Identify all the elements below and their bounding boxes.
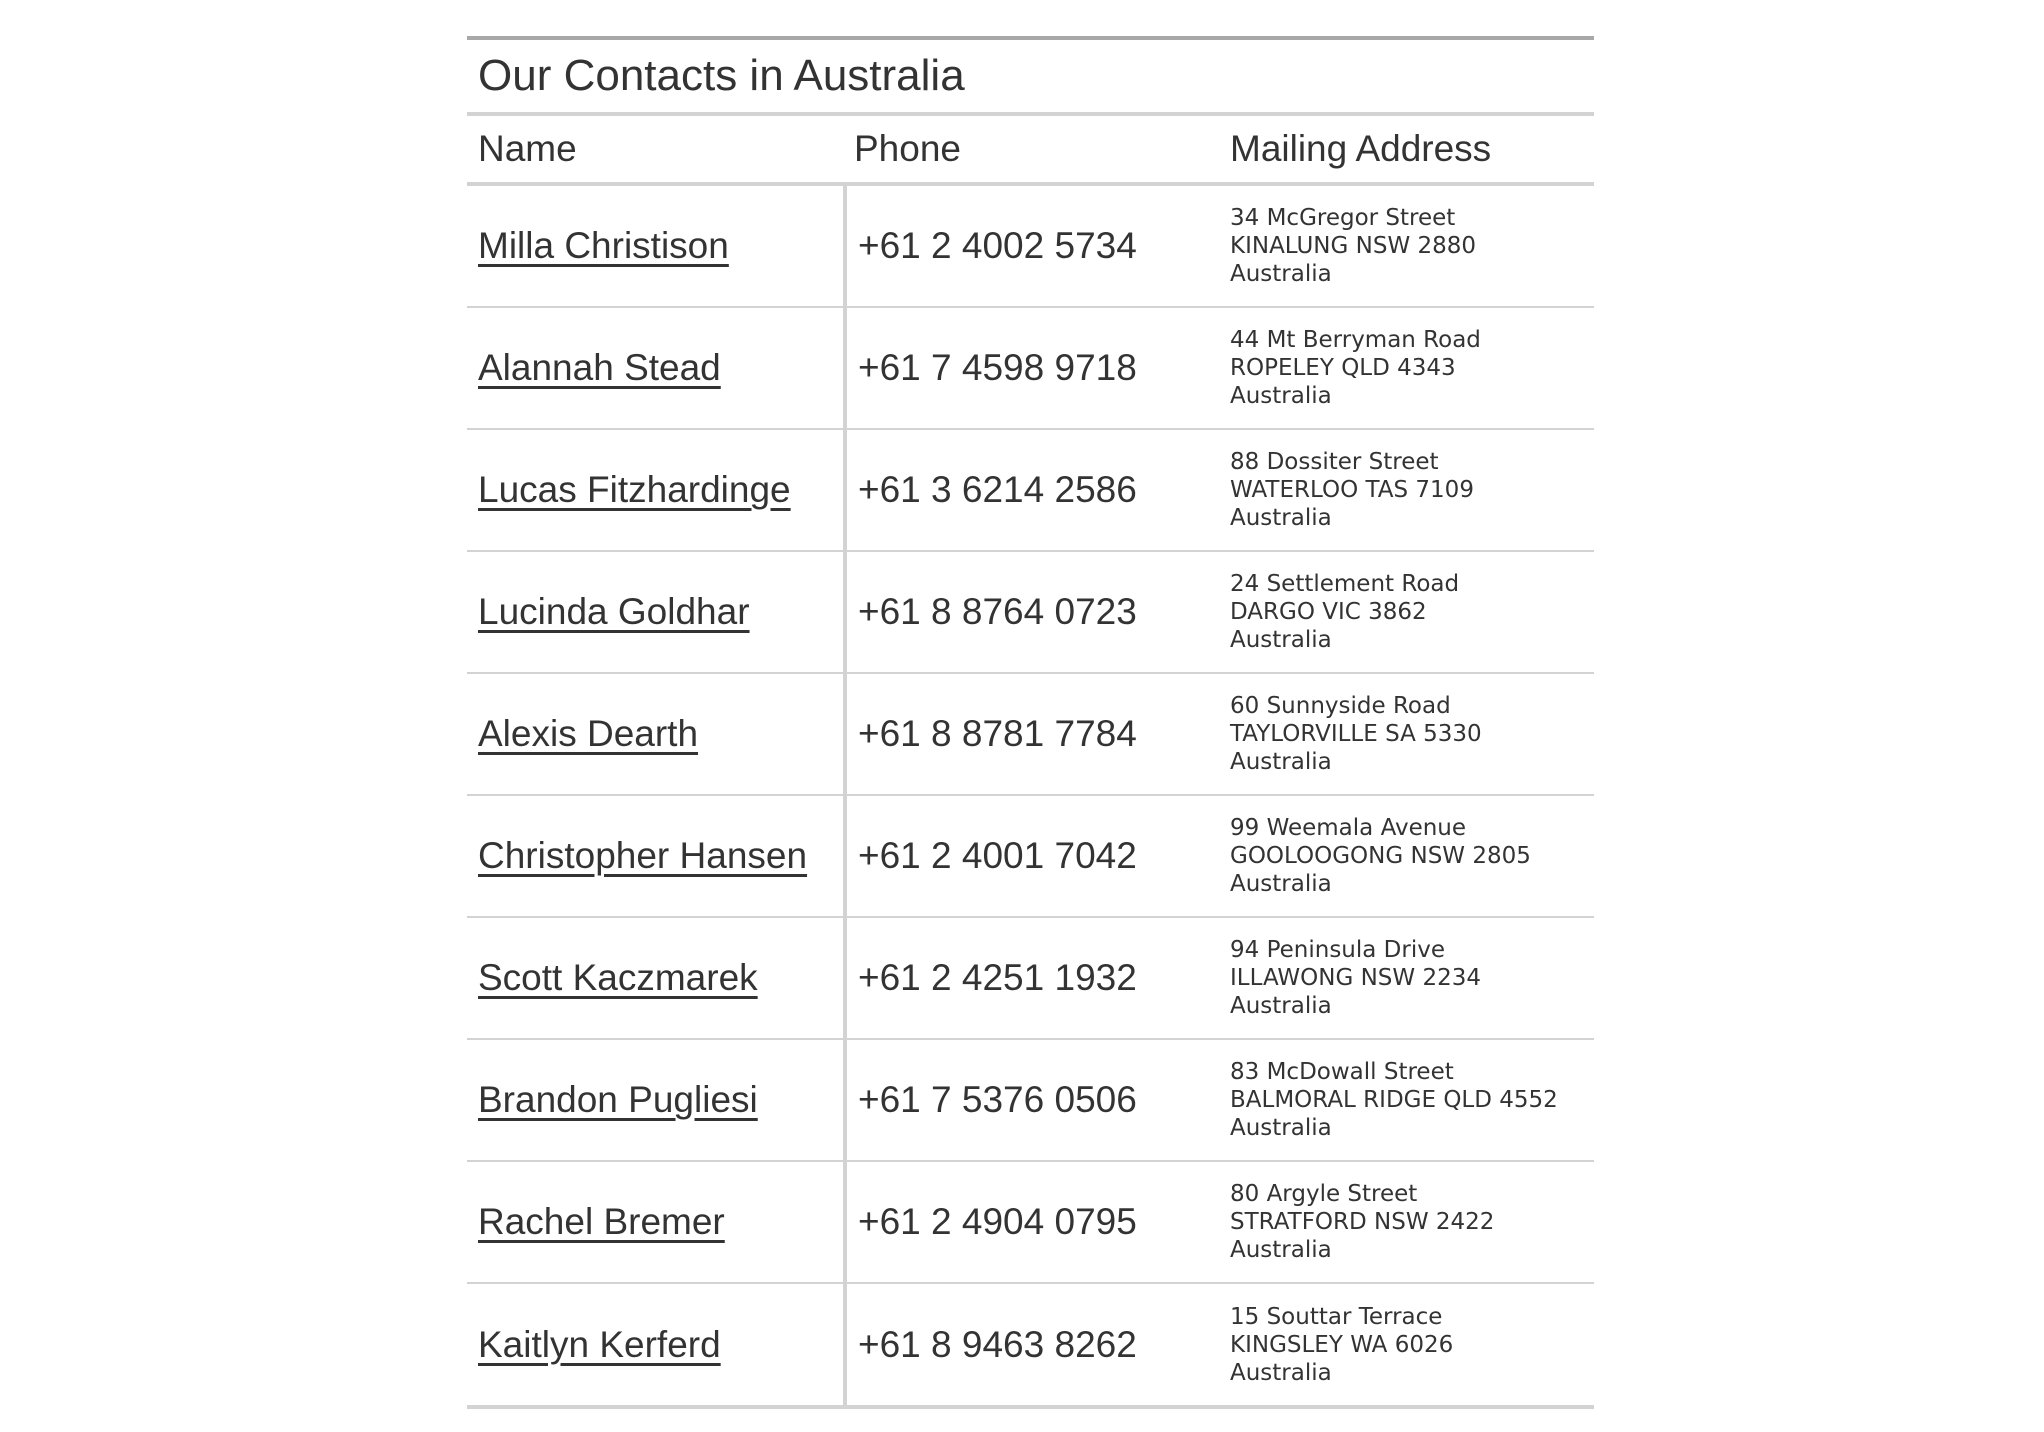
address-locality: KINGSLEY WA 6026 [1230,1331,1454,1358]
contacts-table [467,36,1594,1409]
phone-number: +61 2 4251 1932 [858,957,1137,998]
phone-cell [843,918,1219,1038]
table-row [467,430,1594,552]
phone-number: +61 7 5376 0506 [858,1079,1137,1120]
address-locality: BALMORAL RIDGE QLD 4552 [1230,1087,1558,1113]
address-country: Australia [1230,993,1332,1019]
table-row [467,1040,1594,1162]
phone-cell [843,430,1219,550]
name-cell [467,1162,843,1282]
phone-cell [843,674,1219,794]
phone-number: +61 8 8781 7784 [858,713,1137,754]
address-street: 99 Weemala Avenue [1230,815,1467,841]
address-cell [1219,796,1594,916]
mailing-address [1230,570,1459,654]
name-cell [467,308,843,428]
name-cell [467,918,843,1038]
mailing-address [1230,1058,1558,1142]
contact-name-link[interactable]: Alannah Stead [478,347,721,388]
address-street: 34 McGregor Street [1230,205,1456,231]
table-row [467,918,1594,1040]
address-cell [1219,1162,1594,1282]
contact-name-link[interactable]: Kaitlyn Kerferd [478,1323,721,1365]
contact-name-link[interactable]: Milla Christison [478,225,729,266]
address-country: Australia [1230,505,1332,531]
mailing-address [1230,1303,1453,1387]
contact-name-link[interactable]: Lucas Fitzhardinge [478,469,791,510]
name-cell [467,796,843,916]
table-row [467,186,1594,308]
table-row [467,674,1594,796]
table-body [467,186,1594,1405]
phone-cell [843,1162,1219,1282]
address-cell [1219,552,1594,672]
phone-number: +61 2 4001 7042 [858,835,1137,876]
address-locality: STRATFORD NSW 2422 [1230,1209,1495,1235]
address-street: 60 Sunnyside Road [1230,693,1451,719]
phone-cell [843,186,1219,306]
phone-number: +61 8 9463 8262 [858,1323,1137,1365]
address-cell [1219,430,1594,550]
name-cell [467,430,843,550]
address-locality: TAYLORVILLE SA 5330 [1230,721,1482,747]
name-cell [467,186,843,306]
address-street: 83 McDowall Street [1230,1059,1454,1085]
phone-number: +61 7 4598 9718 [858,347,1137,388]
address-street: 88 Dossiter Street [1230,449,1439,475]
address-locality: ROPELEY QLD 4343 [1230,355,1456,381]
mailing-address [1230,326,1481,410]
contact-name-link[interactable]: Christopher Hansen [478,835,808,876]
address-locality: KINALUNG NSW 2880 [1230,233,1477,259]
mailing-address [1230,936,1481,1020]
table-title: Our Contacts in Australia [467,40,1594,116]
address-street: 15 Souttar Terrace [1230,1303,1443,1330]
address-street: 80 Argyle Street [1230,1181,1418,1207]
table-row [467,1162,1594,1284]
phone-cell [843,308,1219,428]
address-country: Australia [1230,1115,1332,1141]
phone-cell [843,552,1219,672]
phone-cell [843,1284,1219,1405]
address-country: Australia [1230,1359,1332,1386]
phone-number: +61 2 4904 0795 [858,1201,1137,1242]
name-cell [467,1040,843,1160]
phone-number: +61 8 8764 0723 [858,591,1137,632]
contact-name-link[interactable]: Alexis Dearth [478,713,699,754]
address-street: 94 Peninsula Drive [1230,937,1445,963]
column-header-mailing-address: Mailing Address [1230,128,1492,169]
address-country: Australia [1230,871,1332,897]
name-cell [467,674,843,794]
address-locality: WATERLOO TAS 7109 [1230,477,1474,503]
address-locality: DARGO VIC 3862 [1230,599,1427,625]
contact-name-link[interactable]: Lucinda Goldhar [478,591,750,632]
column-header-phone: Phone [854,128,961,169]
phone-cell [843,1040,1219,1160]
mailing-address [1230,814,1531,898]
address-cell [1219,674,1594,794]
column-header-name: Name [478,128,577,169]
contact-name-link[interactable]: Scott Kaczmarek [478,957,758,998]
phone-number: +61 3 6214 2586 [858,469,1137,510]
address-cell [1219,1040,1594,1160]
address-country: Australia [1230,261,1332,287]
mailing-address [1230,1180,1494,1264]
table-row [467,552,1594,674]
address-locality: ILLAWONG NSW 2234 [1230,965,1481,991]
address-cell [1219,918,1594,1038]
mailing-address [1230,204,1476,288]
phone-cell [843,796,1219,916]
table-row [467,796,1594,918]
mailing-address [1230,692,1482,776]
table-row [467,308,1594,430]
address-street: 44 Mt Berryman Road [1230,327,1481,353]
address-street: 24 Settlement Road [1230,571,1460,597]
table-header-row [467,116,1594,186]
mailing-address [1230,448,1474,532]
address-country: Australia [1230,1237,1332,1263]
address-country: Australia [1230,627,1332,653]
name-cell [467,552,843,672]
address-cell [1219,186,1594,306]
phone-number: +61 2 4002 5734 [858,225,1137,266]
address-country: Australia [1230,749,1332,775]
address-cell [1219,1284,1594,1405]
table-row [467,1284,1594,1405]
address-cell [1219,308,1594,428]
contact-name-link[interactable]: Brandon Pugliesi [478,1079,758,1120]
address-country: Australia [1230,383,1332,409]
address-locality: GOOLOOGONG NSW 2805 [1230,843,1531,869]
contact-name-link[interactable]: Rachel Bremer [478,1201,725,1242]
name-cell [467,1284,843,1405]
